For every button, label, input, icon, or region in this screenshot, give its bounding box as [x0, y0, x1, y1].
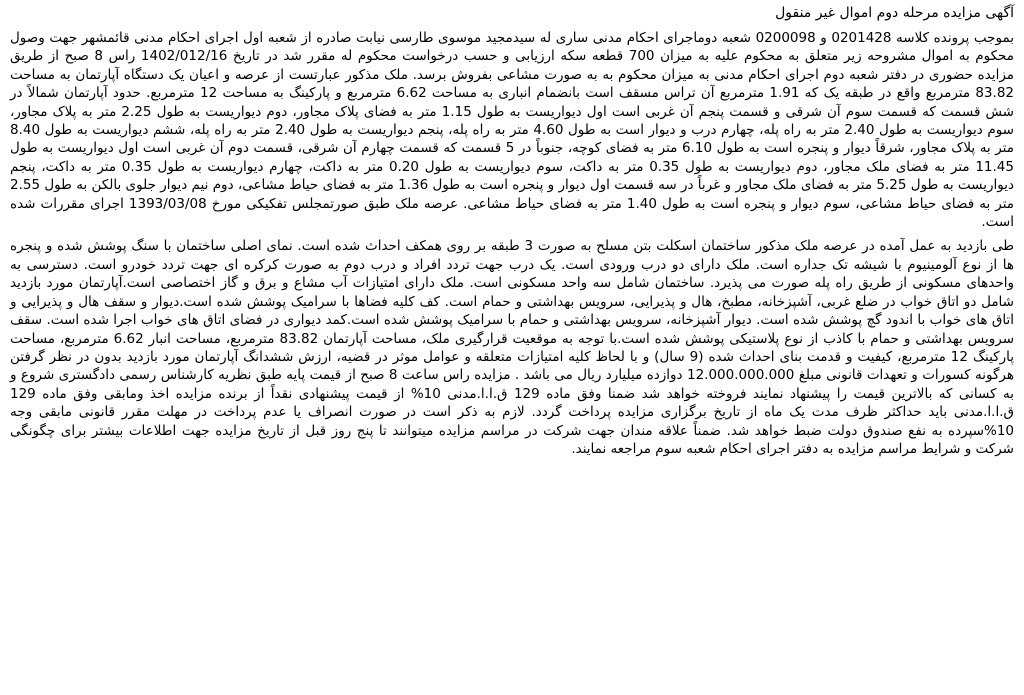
notice-paragraph-inspection-and-terms: طی بازدید به عمل آمده در عرصه ملک مذکور ساختمان اسکلت بتن مسلح به صورت 3 طبقه بر روی همکف احداث شده است. نمای اصلی ساختمان با سنگ پوشش شده و پنجره ها از نوع آلومینیوم با شیشه تک جداره است. ملک دارای دو درب ورودی است. یک درب جهت تردد افراد و درب دوم به صورت کرکره ای جهت تردد خودرو است. دسترسی به واحدهای مسکونی از طریق راه پله صورت می پذیرد. ساختمان شامل سه واحد مسکونی است. ملک دارای امتیازات آب مشاع و برق و گاز اختصاصی است.آپارتمان مورد بازدید شامل دو اتاق خواب در ضلع غربی، آشپزخانه، مطبخ، هال و پذیرایی، سرویس بهداشتی و حمام است. کف کلیه فضاها با سرامیک پوشش شده است.دیوار و سقف هال و پذیرایی و اتاق های خواب با اندود گچ پوشش شده است. دیوار آشپزخانه، سرویس بهداشتی و حمام با سرامیک پوشش شده است.کمد دیواری در فضای اتاق های خواب اجرا شده است. سقف سرویس بهداشتی و حمام با کاذب از نوع پلاستیکی پوشش شده است.با توجه به موقعیت قرارگیری ملک، مساحت آپارتمان 83.82 مترمربع، مساحت انبار 6.62 مترمربع، مساحت پارکینگ 12 مترمربع، کیفیت و قدمت بنای احداث شده (9 سال) و با لحاظ کلیه امتیازات متعلقه و عوامل موثر در قضیه، ارزش ششدانگ آپارتمان مورد بازدید بدون در نظر گرفتن هرگونه کسورات و تعهدات قانونی مبلغ 12.000.000.000 دوازده میلیارد ریال می باشد . مزایده راس ساعت 8 صبح از قیمت پایه طبق نظریه کارشناس رسمی دادگستری شروع و به کسانی که بالاترین قیمت را پیشنهاد نمایند فروخته خواهد شد ضمنا وفق ماده 129 ق.ا.ا.مدنی 10% از قیمت پیشنهادی نقداً از برنده مزایده اخذ ومابقی وفق ماده 129 ق.ا.ا.مدنی باید حداکثر ظرف مدت یک ماه از تاریخ برگزاری مزایده پرداخت گردد. لازم به ذکر است در صورت انصراف یا عدم پرداخت در مهلت مقرر قانونی مابقی وجه 10%سپرده به نفع صندوق دولت ضبط خواهد شد. ضمناً علاقه مندان جهت شرکت در مراسم مزایده میتوانند تا پنج روز قبل از تاریخ مزایده جهت اطلاعات بیشتر برای چگونگی شرکت و شرایط مراسم مزایده به دفتر اجرای احکام شعبه سوم مراجعه نمایند. — [10, 238, 1015, 457]
notice-title: آگهی مزایده مرحله دوم اموال غیر منقول — [775, 5, 1014, 21]
notice-paragraph-property-details: بموجب پرونده کلاسه 0201428 و 0200098 شعبه دوماجرای احکام مدنی ساری له سیدمجید موسوی طارسی نیابت صادره از شعبه اول اجرای احکام مدنی قائمشهر جهت وصول محکوم به اموال مشروحه زیر متعلق به محکوم علیه به میزان 700 قطعه سکه ارزیابی و حسب درخواست محکوم له مقرر شد در تاریخ 1402/012/16 راس 8 صبح از طریق مزایده حضوری در دفتر شعبه دوم اجرای احکام مدنی به میزان محکوم به به صورت مشاعی بفروش برسد. ملک مذکور عبارتست از عرصه و اعیان یک دستگاه آپارتمان به مساحت 83.82 مترمربع واقع در طبقه یک که 1.91 مترمربع آن تراس مسقف است بانضمام انباری به مساحت 6.62 مترمربع و پارکینگ به مساحت 12 مترمربع. حدود آپارتمان شمالاً در شش قسمت که قسمت سوم آن شرقی و قسمت پنجم آن غربی است اول دیواریست به طول 1.15 متر به فضای پلاک مجاور، دوم دیواریست به طول 2.25 متر به پلاک مجاور، سوم دیواریست به طول 2.40 متر به راه پله، چهارم درب و دیوار است به طول 4.60 متر به راه پله، پنجم دیواریست به طول 2.40 متر به راه پله، ششم دیواریست به طول 8.40 متر به پلاک مجاور، شرقاً دیوار و پنجره است به طول 6.10 متر به فضای کوچه، جنوباً در 5 قسمت که قسمت چهارم آن شرقی، قسمت دوم آن غربی است اول دیواریست به طول 11.45 متر به فضای ملک مجاور، دوم دیواریست به طول 0.35 متر به داکت، سوم دیواریست به طول 0.20 متر به داکت، چهارم دیواریست به طول 0.35 متر به داکت، پنجم دیواریست به طول 5.25 متر به فضای ملک مجاور و غرباً در سه قسمت اول دیوار و پنجره است به طول 1.36 متر به فضای حیاط مشاعی، دوم نیم دیوار جلوی بالکن به طول 2.55 متر به فضای حیاط مشاعی، سوم دیوار و پنجره است به طول 1.40 متر به فضای حیاط مشاعی. عرصه ملک طبق صورتمجلس تفکیکی مورخ 1393/03/08 اجرای مقررات شده است. — [10, 30, 1015, 231]
